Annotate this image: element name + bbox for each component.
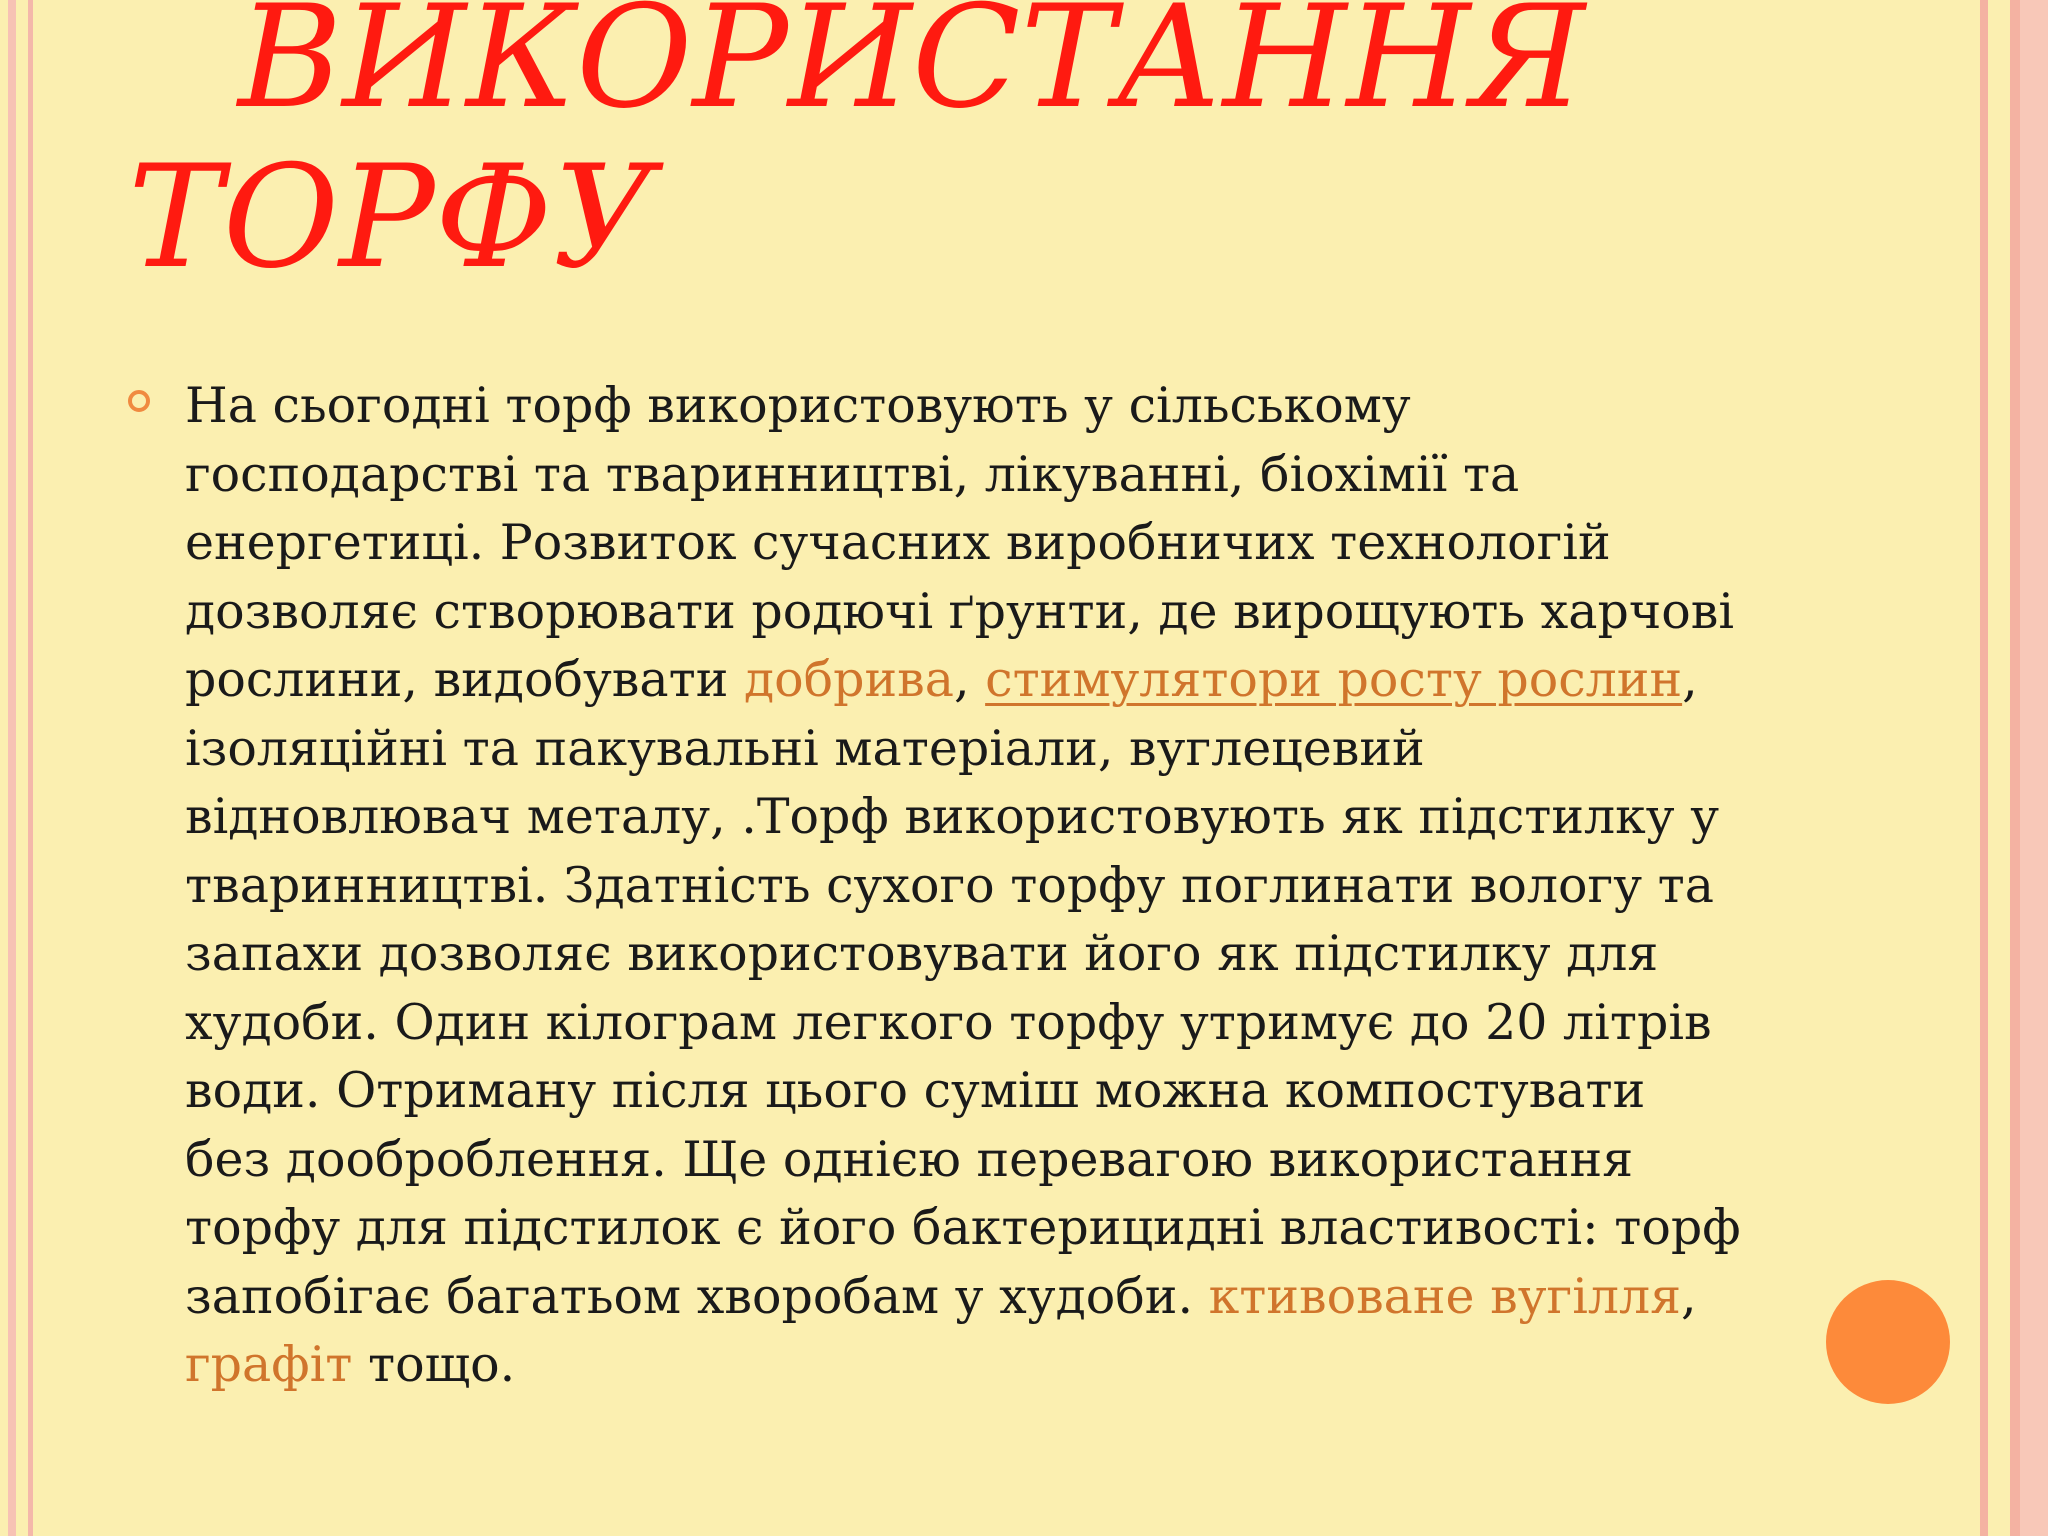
paragraph-text: На сьогодні торф використовують у сільському господарстві та тваринництві, лікуванні, біохімії та енергетиці. Розвиток сучасних виробничих технологій дозволяє створювати родючі ґрунти, де вирощують харчові рослини, видобувати bbox=[185, 377, 1735, 708]
right-border-stripe bbox=[1980, 0, 1988, 1536]
left-border-stripe bbox=[8, 0, 16, 1536]
slide-title-line-1: ВИКОРИСТАННЯ bbox=[238, 0, 1586, 140]
right-border-stripe bbox=[2010, 0, 2020, 1536]
right-border-stripe bbox=[2020, 0, 2048, 1536]
paragraph-separator: , bbox=[1681, 1267, 1697, 1325]
slide-title bbox=[128, 0, 1585, 298]
left-border-stripe bbox=[28, 0, 33, 1536]
link-dobryva[interactable]: добрива bbox=[743, 651, 954, 708]
link-aktyvovane-vuhillia[interactable]: ктивоване вугілля bbox=[1208, 1267, 1682, 1325]
link-hrafit[interactable]: графіт bbox=[185, 1336, 353, 1393]
orange-circle-icon bbox=[1826, 1280, 1950, 1404]
right-decorative-border bbox=[1980, 0, 2048, 1536]
slide-body-paragraph bbox=[185, 372, 1745, 1400]
link-stymuliatory-rostu-roslyn[interactable]: стимулятори росту рослин bbox=[985, 651, 1683, 708]
paragraph-text: , ізоляційні та пакувальні матеріали, вуглецевий відновлювач металу, .Торф використовують як підстилку у тваринництві. Здатність сухого торфу поглинати вологу та запахи дозволяє використовувати його як підстилку для худоби. Один кілограм легкого торфу утримує до 20 літрів води. Отриману після цього суміш можна компостувати без дооброблення. Ще однією перевагою використання торфу для підстилок є його бактерицидні властивості: торф запобігає багатьом хворобам у худоби. bbox=[185, 651, 1741, 1325]
hollow-circle-bullet-icon bbox=[128, 390, 150, 412]
slide-title-line-2: ТОРФУ bbox=[128, 135, 656, 300]
paragraph-text: тощо. bbox=[352, 1336, 516, 1393]
left-decorative-border bbox=[0, 0, 48, 1536]
right-border-gap bbox=[1996, 0, 2010, 1536]
paragraph-separator: , bbox=[953, 651, 986, 708]
